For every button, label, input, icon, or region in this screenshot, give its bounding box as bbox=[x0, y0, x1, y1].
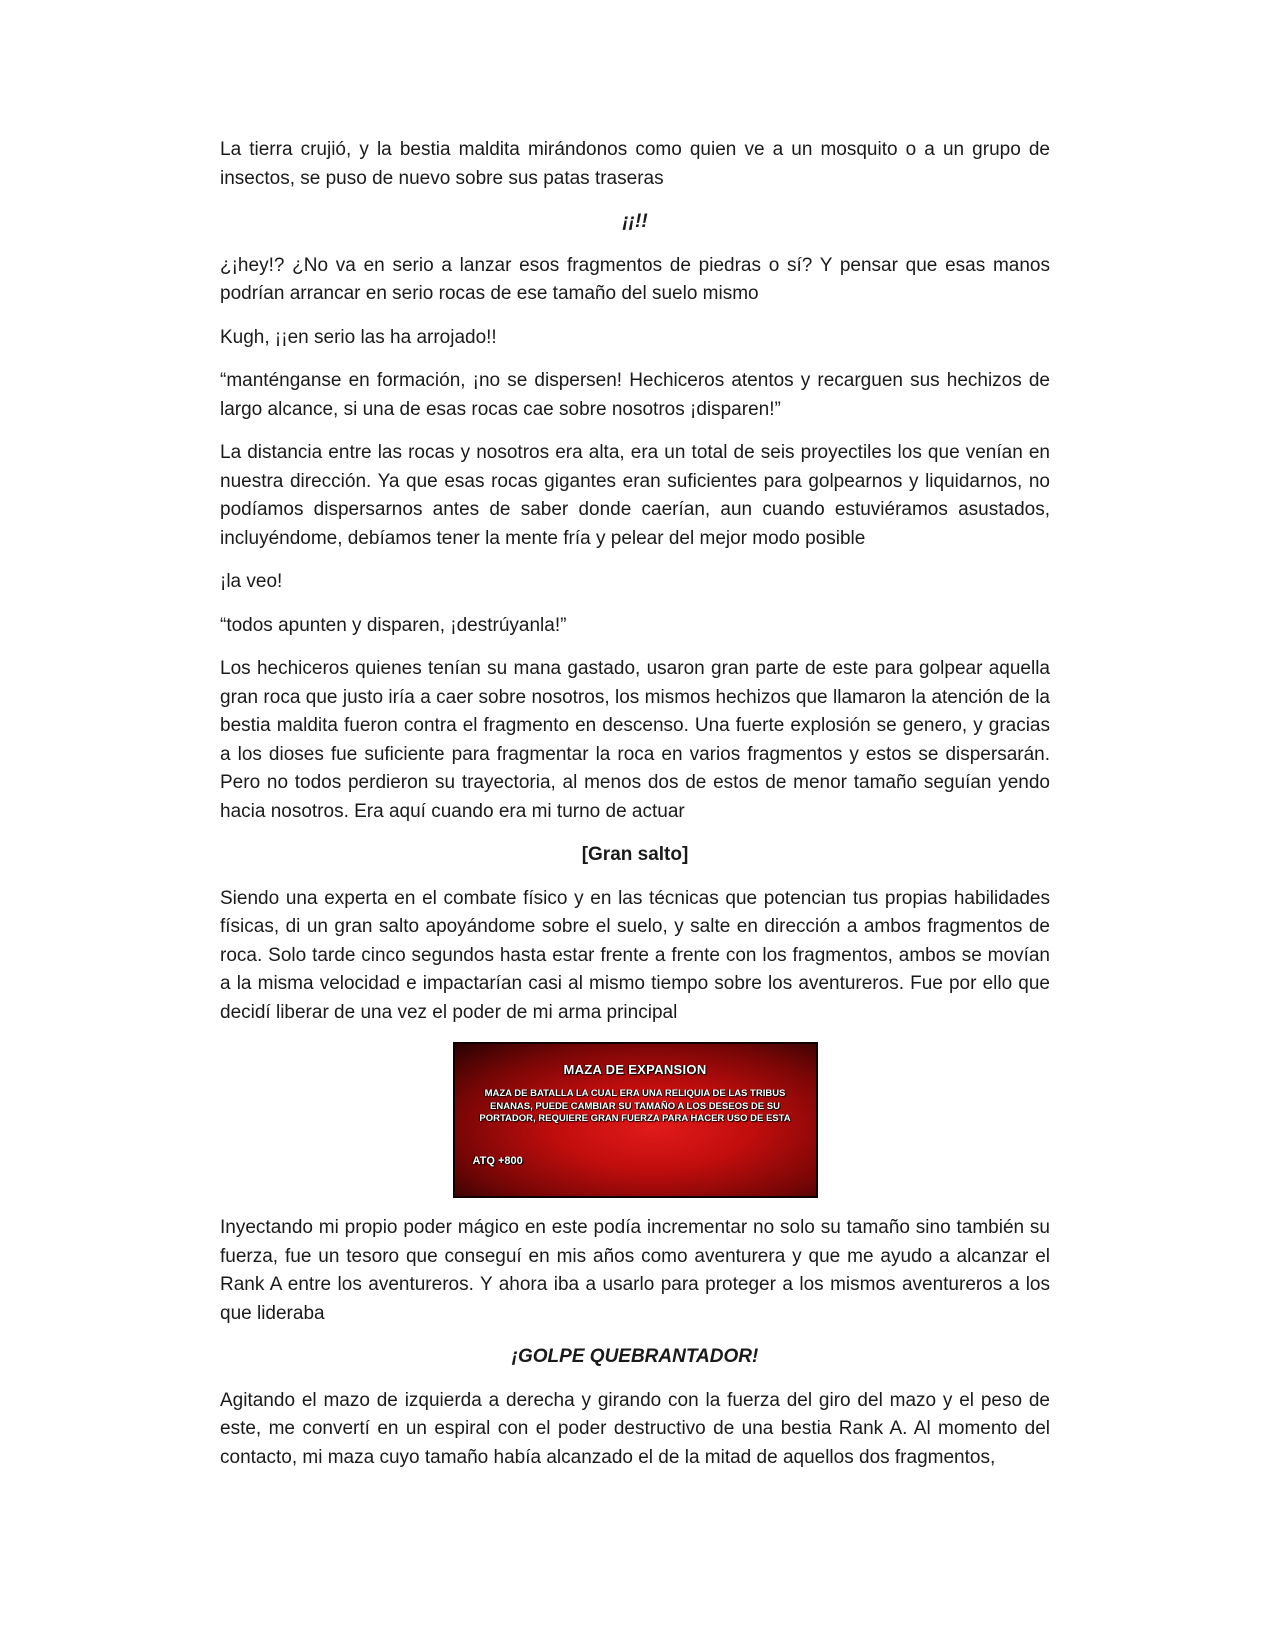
paragraph-7: “todos apunten y disparen, ¡destrúyanla!” bbox=[220, 614, 567, 636]
paragraph-5: La distancia entre las rocas y nosotros era alta, era un total de seis proyectiles los que venían en nuestra dirección. Ya que esas rocas gigantes eran suficientes para golpearnos y liquidarnos, no podíamos dispersarnos antes de saber donde caerían, aun cuando estuviéramos asustados, incluyéndome, debíamos tener la mente fría y pelear del mejor modo posible bbox=[220, 442, 1050, 549]
paragraph-9: Siendo una experta en el combate físico y en las técnicas que potencian tus propias habilidades físicas, di un gran salto apoyándome sobre el suelo, y salte en dirección a ambos fragmentos de roca. Solo tarde cinco segundos hasta estar frente a frente con los fragmentos, ambos se movían a la misma velocidad e impactarían casi al mismo tiempo sobre los aventureros. Fue por ello que decidí liberar de una vez el poder de mi arma principal bbox=[220, 887, 1050, 1023]
paragraph-6: ¡la veo! bbox=[220, 571, 283, 592]
skill-heading-golpe-quebrantador: ¡GOLPE QUEBRANTADOR! bbox=[511, 1346, 759, 1367]
paragraph-3: Kugh, ¡¡en serio las ha arrojado!! bbox=[220, 326, 497, 348]
item-card-stat: ATQ +800 bbox=[472, 1155, 523, 1167]
paragraph-8: Los hechiceros quienes tenían su mana gastado, usaron gran parte de este para golpear aquella gran roca que justo iría a caer sobre nosotros, los mismos hechizos que llamaron la atención de la bestia maldita fueron contra el fragmento en descenso. Una fuerte explosión se genero, y gracias a los dioses fue suficiente para fragmentar la roca en varios fragmentos y estos se dispersarán. Pero no todos perdieron su trayectoria, al menos dos de estos de menor tamaño seguían yendo hacia nosotros. Era aquí cuando era mi turno de actuar bbox=[220, 658, 1050, 822]
paragraph-4: “manténganse en formación, ¡no se dispersen! Hechiceros atentos y recarguen sus hechizos de largo alcance, si una de esas rocas cae sobre nosotros ¡disparen!” bbox=[220, 370, 1050, 420]
exclamation-line: ¡¡!! bbox=[622, 211, 648, 232]
document-page bbox=[220, 136, 1050, 1487]
skill-heading-gran-salto: [Gran salto] bbox=[581, 844, 689, 865]
paragraph-10: Inyectando mi propio poder mágico en este podía incrementar no solo su tamaño sino también su fuerza, fue un tesoro que conseguí en mis años como aventurera y que me ayudo a alcanzar el Rank A entre los aventureros. Y ahora iba a usarlo para proteger a los mismos aventureros a los que lideraba bbox=[220, 1217, 1050, 1324]
item-card-wrapper bbox=[220, 1042, 1050, 1198]
item-card-maza bbox=[453, 1042, 818, 1198]
item-card-title: MAZA DE EXPANSION bbox=[563, 1062, 707, 1077]
paragraph-1: La tierra crujió, y la bestia maldita mirándonos como quien ve a un mosquito o a un grupo de insectos, se puso de nuevo sobre sus patas traseras bbox=[220, 139, 1050, 189]
paragraph-11: Agitando el mazo de izquierda a derecha y girando con la fuerza del giro del mazo y el peso de este, me convertí en un espiral con el poder destructivo de una bestia Rank A. Al momento del contacto, mi maza cuyo tamaño había alcanzado el de la mitad de aquellos dos fragmentos, bbox=[220, 1389, 1050, 1468]
paragraph-2: ¿¡hey!? ¿No va en serio a lanzar esos fragmentos de piedras o sí? Y pensar que esas manos podrían arrancar en serio rocas de ese tamaño del suelo mismo bbox=[220, 254, 1050, 304]
item-card-description: MAZA DE BATALLA LA CUAL ERA UNA RELIQUIA DE LAS TRIBUS ENANAS, PUEDE CAMBIAR SU TAMAÑO A LOS DESEOS DE SU PORTADOR, REQUIERE GRAN FUERZA PARA HACER USO DE ESTA bbox=[479, 1088, 791, 1124]
